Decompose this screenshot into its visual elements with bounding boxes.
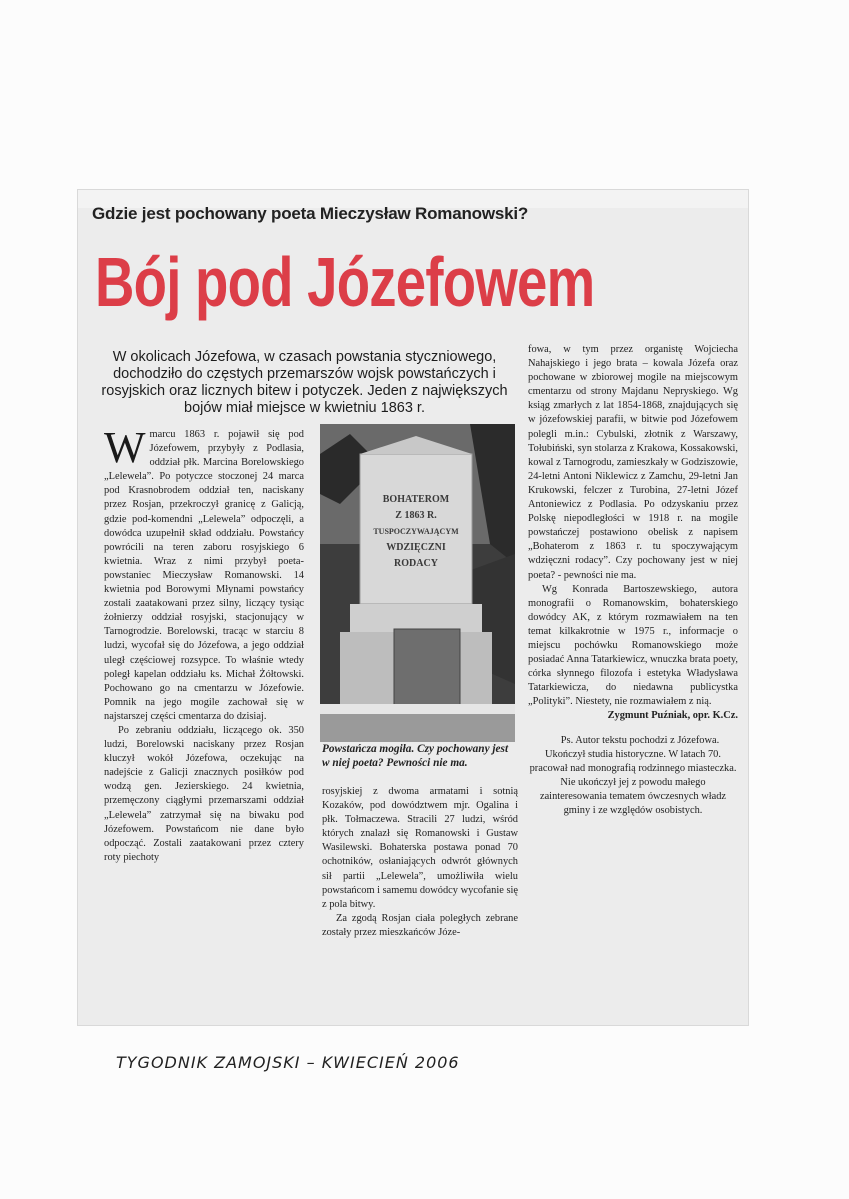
drop-cap: W xyxy=(104,423,146,472)
handwritten-source-note: TYGODNIK ZAMOJSKI – KWIECIEŃ 2006 xyxy=(116,1053,460,1072)
col1-paragraph-2: Po zebraniu oddziału, liczącego ok. 350 ludzi, Borelowski naciskany przez Rosjan kluczył wokół Józefowa, oczekując na nadejście z Galicji znacznych posiłków pod wodzą gen. Jezierskiego. 24 kwietnia, przemęczony ciągłymi przemarszami oddział „Lelewela” zatrzymał się na biwaku pod Józefowem. Powstańcom nie dane było odpocząć. Zostali zaatakowani przez cztery roty piechoty xyxy=(104,724,304,863)
col2-paragraph-2: Za zgodą Rosjan ciała poległych zebrane zostały przez mieszkańców Józe- xyxy=(322,912,518,938)
photo-caption: Powstańcza mogiła. Czy pochowany jest w niej poeta? Pewności nie ma. xyxy=(322,743,509,769)
inscription-line-5: RODACY xyxy=(394,558,438,569)
column-2 xyxy=(322,785,518,940)
inscription-line-1: BOHATEROM xyxy=(382,494,450,505)
article-headline: Bój pod Józefowem xyxy=(95,243,595,321)
monument-photo xyxy=(320,424,515,742)
postscript: Ps. Autor tekstu pochodzi z Józefowa. Ukończył studia historyczne. W latach 70. pracował nad monografią rodzinnego miasteczka. Nie ukończył jej z powodu małego zainteresowania tematem ówczesnych władz gminy i ze względów osobistych. xyxy=(529,734,737,816)
article-signature: Zygmunt Puźniak, opr. K.Cz. xyxy=(607,710,738,722)
monument-illustration xyxy=(320,424,515,742)
col1-paragraph-1: marcu 1863 r. pojawił się pod Józefowem, przybyły z Podlasia, oddział płk. Marcina Borelowskiego „Lelewela”. Po potyczce stoczonej 24 marca pod Krasnobrodem oddział ten, naciskany przez Rosjan, przekroczył granicę z Galicją, gdzie pod-komendni „Lelewela” odpoczęli, a dowódca uzupełnił skład oddziału. Powstańcy powrócili na teren zaboru rosyjskiego 6 kwietnia. Wraz z nimi przybył poeta-powstaniec Mieczysław Romanowski. 14 kwietnia pod Borowymi Młynami powstańcy zostali zaatakowani przez silny, liczący tysiąc żołnierzy oddział rosyjski, stacjonujący w Tarnogrodzie. Borelowski, tracąc w starciu 8 ludzi, wycofał się do Józefowa, a jego oddział uległ częściowej rozsypce. To właśnie wtedy poległ kapelan oddziału ks. Michał Żółtowski. Pochowano go na cmentarzu w Józefowie. Pomnik na jego mogile zachował się w najstarszej części cmentarza do dzisiaj. xyxy=(104,429,304,722)
col3-paragraph-1: fowa, w tym przez organistę Wojciecha Nahajskiego i jego brata – kowala Józefa oraz pochowane w zbiorowej mogile na miejscowym cmentarzu od strony Majdanu Nepryskiego. Wg ksiąg zmarłych z lat 1854-1868, znajdujących się w józefowskiej parafii, w bitwie pod Józefowem polegli m.in.: Cybulski, złotnik z Warszawy, Tołubiński, syn stolarza z Krakowa, Kossakowski, kowal z Tarnogrodu, zamieszkały w Godziszowie, 24-letni Antoni Niklewicz z Zamchu, 29-letni Jan Krukowski, felczer z Turobina, 27-letni Józef Antoniewicz z Podlasia. Po odzyskaniu przez Polskę niepodległości w 1918 r. na mogile powstańczej postawiono obelisk z napisem „Bohaterom z 1863 r. tu spoczywającym wdzięczni rodacy”. Czy pochowany jest w niej poeta? - pewności nie ma. xyxy=(528,344,738,581)
article-kicker: Gdzie jest pochowany poeta Mieczysław Romanowski? xyxy=(92,204,529,223)
column-3 xyxy=(528,343,738,818)
inscription-line-3: TUSPOCZYWAJĄCYM xyxy=(373,527,459,536)
col3-paragraph-2: Wg Konrada Bartoszewskiego, autora monografii o Romanowskim, bohaterskiego dowódcy AK, z którym rozmawiałem na ten temat kilkakrotnie w 1975 r., informacje o miejscu pochówku Romanowskiego może posiadać Anna Tatarkiewicz, wnuczka brata poety, córka słynnego filozofa i estetyka Władysława Tatarkiewicza, do niedawna publicystka „Polityki”. Niestety, nie rozmawiałem z nią. xyxy=(528,583,738,708)
inscription-line-4: WDZIĘCZNI xyxy=(386,542,446,553)
inscription-line-2: Z 1863 R. xyxy=(395,510,437,521)
article-lead: W okolicach Józefowa, w czasach powstania styczniowego, dochodziło do częstych przemarszów wojsk powstańczych i rosyjskich oraz licznych bitew i potyczek. Jeden z największych bojów miał miejsce w kwietniu 1863 r. xyxy=(101,349,508,416)
column-1 xyxy=(104,423,304,865)
col2-paragraph-1: rosyjskiej z dwoma armatami i sotnią Kozaków, pod dowództwem mjr. Ogalina i płk. Tołmaczewa. Stracili 27 ludzi, wśród których znalazł się Romanowski i Gustaw Wasilewski. Bohaterska postawa ponad 70 ochotników, osłaniających odwrót głównych sił partii „Lelewela”, umożliwiła wielu powstańcom i samemu dowódcy wycofanie się z pola bitwy. xyxy=(322,786,518,910)
